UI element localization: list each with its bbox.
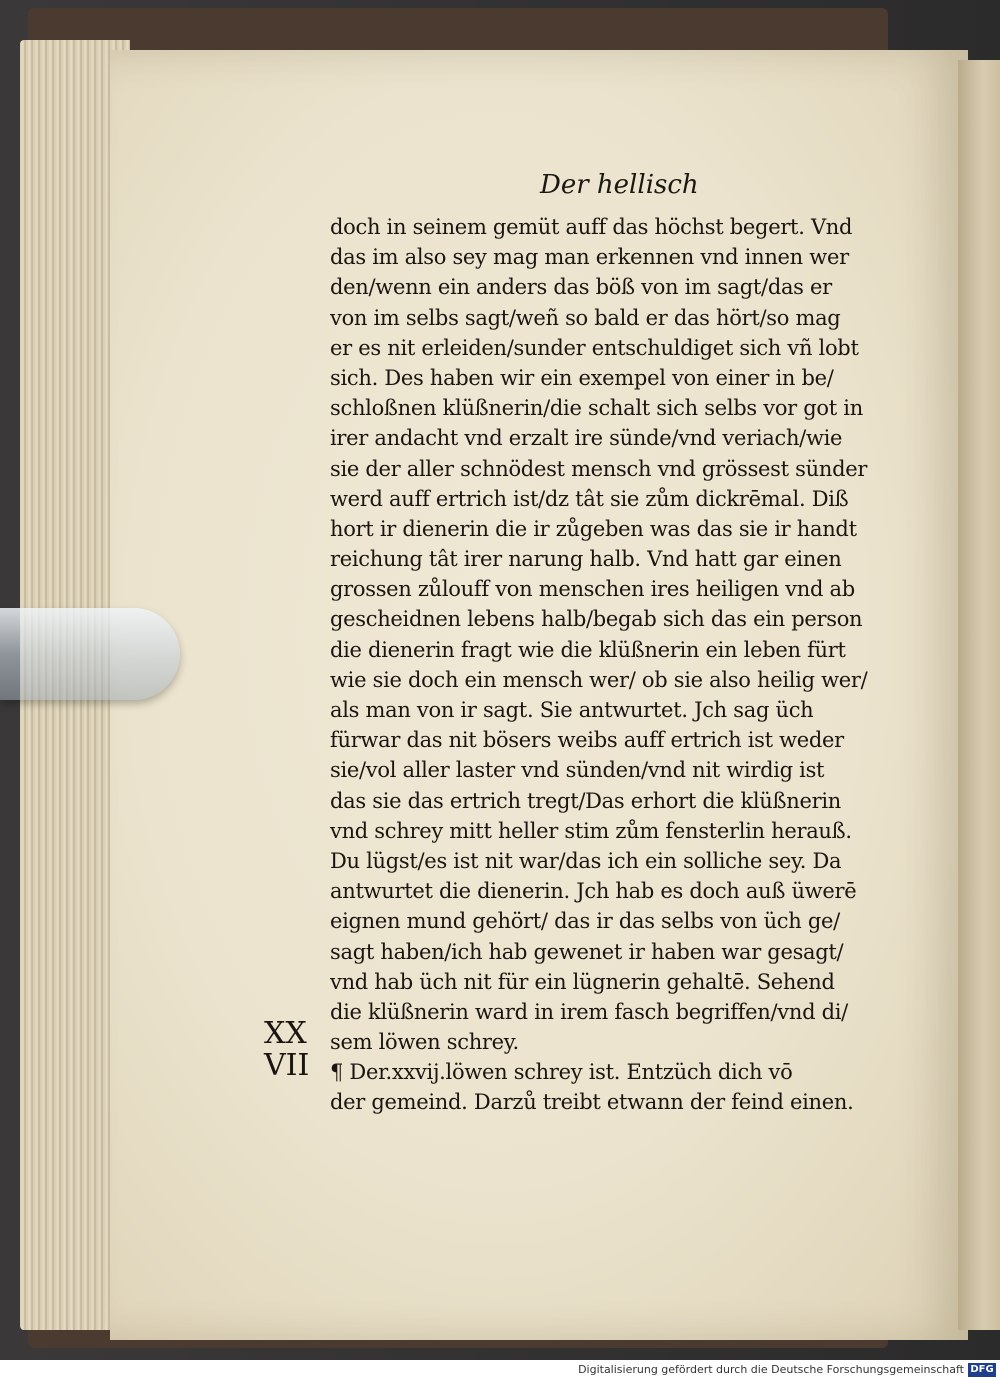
- text-line: vnd schrey mitt heller stim zům fensterlin herauß.: [330, 818, 852, 843]
- text-line: sich. Des haben wir ein exempel von einer in be/: [330, 365, 834, 390]
- text-line: irer andacht vnd erzalt ire sünde/vnd veriach/wie: [330, 426, 843, 451]
- glass-page-weight: [0, 608, 180, 700]
- text-line: hort ir dienerin die ir zůgeben was das sie ir handt: [330, 516, 857, 541]
- text-line: schloßnen klüßnerin/die schalt sich selbs vor got in: [330, 396, 863, 421]
- text-line: das sie das ertrich tregt/Das erhort die klüßnerin: [330, 788, 841, 813]
- text-block: [330, 212, 905, 1118]
- text-line: grossen zůlouff von menschen ires heiligen vnd ab: [330, 577, 855, 602]
- marginal-numeral: [264, 1018, 309, 1082]
- text-line: als man von ir sagt. Sie antwurtet. Jch sag üch: [330, 698, 814, 722]
- text-line: sie/vol aller laster vnd sünden/vnd nit wirdig ist: [330, 758, 825, 783]
- text-line: wie sie doch ein mensch wer/ ob sie also heilig wer/: [330, 667, 868, 692]
- dfg-logo: DFG: [968, 1363, 996, 1377]
- marginal-numeral-line: XX: [264, 1016, 307, 1051]
- text-line: fürwar das nit bösers weibs auff ertrich ist weder: [330, 728, 844, 753]
- funding-credit: Digitalisierung gefördert durch die Deutsche Forschungsgemeinschaft: [578, 1363, 964, 1376]
- text-line: von im selbs sagt/weñ so bald er das hört/so mag: [330, 305, 841, 330]
- text-line: eignen mund gehört/ das ir das selbs von üch ge/: [330, 909, 840, 934]
- footer-bar: [0, 1360, 1000, 1380]
- running-head: Der hellisch: [540, 170, 699, 200]
- text-line: Du lügst/es ist nit war/das ich ein solliche sey. Da: [330, 848, 842, 873]
- text-line: die klüßnerin ward in irem fasch begriffen/vnd di/: [330, 999, 848, 1024]
- text-line: sie der aller schnödest mensch vnd grössest sünder: [330, 456, 868, 481]
- facing-page-edge: [958, 60, 1000, 1330]
- text-line: doch in seinem gemüt auff das höchst begert. Vnd: [330, 215, 853, 239]
- text-line: er es nit erleiden/sunder entschuldiget sich vñ lobt: [330, 335, 859, 360]
- text-line: den/wenn ein anders das böß von im sagt/das er: [330, 275, 832, 300]
- text-line: sem löwen schrey.: [330, 1030, 519, 1055]
- text-line: ¶ Der.xxvij.löwen schrey ist. Entzüch dich vō: [330, 1060, 793, 1085]
- text-line: das im also sey mag man erkennen vnd innen wer: [330, 245, 849, 270]
- text-line: der gemeind. Darzů treibt etwann der feind einen.: [330, 1090, 854, 1115]
- text-line: vnd hab üch nit für ein lügnerin gehaltē. Sehend: [330, 969, 835, 994]
- marginal-numeral-line: VII: [264, 1048, 310, 1083]
- text-line: sagt haben/ich hab gewenet ir haben war gesagt/: [330, 939, 844, 964]
- text-line: reichung tât irer narung halb. Vnd hatt gar einen: [330, 547, 842, 572]
- text-line: gescheidnen lebens halb/begab sich das ein person: [330, 607, 863, 632]
- text-line: antwurtet die dienerin. Jch hab es doch auß üwerē: [330, 879, 857, 904]
- text-line: die dienerin fragt wie die klüßnerin ein leben fürt: [330, 637, 846, 662]
- text-line: werd auff ertrich ist/dz tât sie zům dickrēmal. Diß: [330, 486, 849, 511]
